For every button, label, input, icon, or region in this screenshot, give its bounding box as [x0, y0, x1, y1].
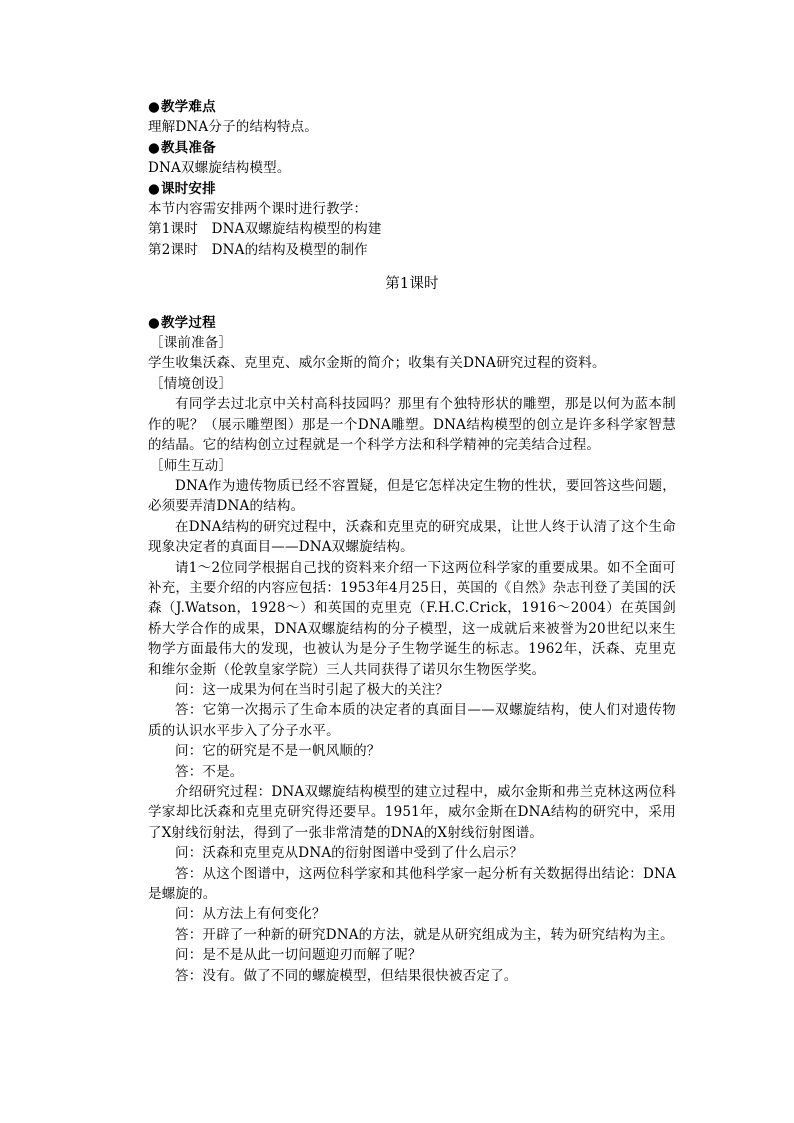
scene-text: 有同学去过北京中关村高科技园吗？那里有个独特形状的雕塑，那是以何为蓝本制作的呢？（展示雕塑图）那是一个DNA雕塑。DNA结构模型的创立是许多科学家智慧的结晶。它的结构创立过程就是一个科学方法和科学精神的完美结合过程。 [148, 396, 676, 454]
process-heading [148, 313, 676, 333]
prep-text: 学生收集沃森、克里克、威尔金斯的简介；收集有关DNA研究过程的资料。 [148, 355, 606, 372]
prep-label: ［课前准备］ [150, 335, 233, 352]
answer: 答：开辟了一种新的研究DNA的方法，就是从研究组成为主，转为研究结构为主。 [175, 926, 674, 943]
paragraph: DNA作为遗传物质已经不容置疑，但是它怎样决定生物的性状，要回答这些问题，必须要弄清DNA的结构。 [148, 477, 676, 515]
lesson-title: 第1课时 [385, 276, 439, 293]
materials-heading [148, 138, 676, 158]
schedule-intro: 本节内容需安排两个课时进行教学： [148, 201, 368, 218]
answer: 答：不是。 [175, 763, 244, 780]
materials-heading-text: 教具准备 [160, 139, 216, 156]
document-body [148, 97, 676, 986]
answer: 答：它第一次揭示了生命本质的决定者的真面目——双螺旋结构，使人们对遗传物质的认识水平步入了分子水平。 [148, 702, 676, 739]
difficulty-text: 理解DNA分子的结构特点。 [148, 119, 318, 136]
materials-text: DNA双螺旋结构模型。 [148, 160, 291, 177]
schedule-lesson-1: 第1课时 DNA双螺旋结构模型的构建 [148, 221, 382, 238]
answer: 答：没有。做了不同的螺旋模型，但结果很快被否定了。 [175, 967, 518, 984]
scene-label: ［情境创设］ [150, 375, 233, 392]
question: 问：这一成果为何在当时引起了极大的关注？ [175, 681, 449, 698]
question: 问：从方法上有何变化？ [175, 906, 326, 923]
bullet-dot-icon: ● [148, 139, 160, 156]
paragraph: 介绍研究过程：DNA双螺旋结构模型的建立过程中，威尔金斯和弗兰克林这两位科学家却比沃森和克里克研究得还要早。1951年，威尔金斯在DNA结构的研究中，采用了X射线衍射法，得到了一张非常清楚的DNA的X射线衍射图谱。 [148, 784, 676, 841]
schedule-heading [148, 179, 676, 199]
bullet-dot-icon: ● [148, 180, 160, 197]
paragraph: 请1～2位同学根据自己找的资料来介绍一下这两位科学家的重要成果。如不全面可补充，主要介绍的内容应包括：1953年4月25日，英国的《自然》杂志刊登了美国的沃森（J.Watson，1928～）和英国的克里克（F.H.C.Crick，1916～2004）在英国剑桥大学合作的成果，DNA双螺旋结构的分子模型，这一成就后来被誉为20世纪以来生物学方面最伟大的发现，也被认为是分子生物学诞生的标志。1962年，沃森、克里克和维尔金斯（伦敦皇家学院）三人共同获得了诺贝尔生物医学奖。 [148, 559, 676, 678]
process-heading-text: 教学过程 [160, 314, 216, 331]
question: 问：是不是从此一切问题迎刃而解了呢？ [175, 947, 422, 964]
question: 问：沃森和克里克从DNA的衍射图谱中受到了什么启示？ [175, 845, 524, 862]
bullet-dot-icon: ● [148, 314, 160, 331]
difficulty-heading-text: 教学难点 [160, 99, 216, 115]
schedule-lesson-2: 第2课时 DNA的结构及模型的制作 [148, 241, 368, 258]
interact-label: ［师生互动］ [150, 457, 233, 474]
schedule-heading-text: 课时安排 [160, 180, 216, 197]
bullet-dot-icon: ● [148, 99, 160, 115]
question: 问：它的研究是不是一帆风顺的？ [175, 743, 381, 760]
difficulty-heading [148, 97, 676, 117]
answer: 答：从这个图谱中，这两位科学家和其他科学家一起分析有关数据得出结论：DNA是螺旋的。 [148, 865, 676, 903]
paragraph: 在DNA结构的研究过程中，沃森和克里克的研究成果，让世人终于认清了这个生命现象决定者的真面目——DNA双螺旋结构。 [148, 518, 676, 556]
